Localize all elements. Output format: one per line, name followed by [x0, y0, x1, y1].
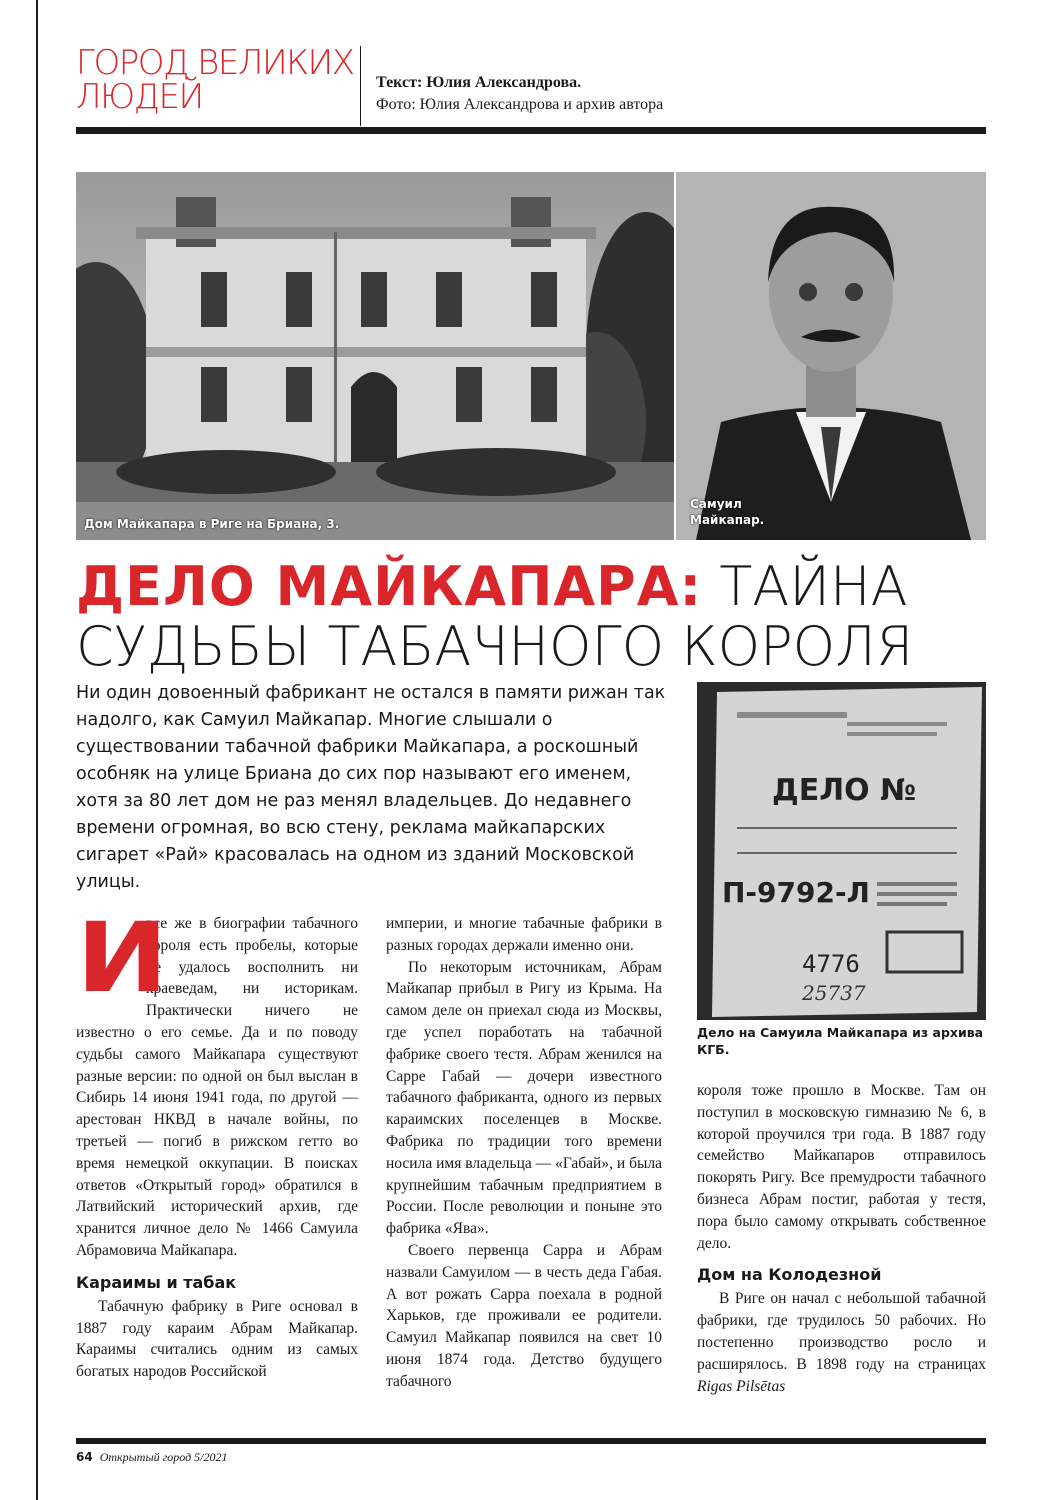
magazine-issue: Открытый город 5/2021 — [99, 1450, 228, 1464]
file-number: П-9792-Л — [722, 876, 870, 909]
article-column-1 — [76, 902, 358, 1383]
page-number: 64 — [76, 1450, 93, 1464]
kgb-file-image — [697, 682, 986, 1020]
portrait-photo — [676, 172, 986, 540]
paragraph-2: Табачную фабрику в Риге основал в 1887 году караим Абрам Майкапар. Караимы считались одним из самых богатых народов Российской — [76, 1297, 358, 1381]
paragraph-1: все же в биографии табачного короля есть пробелы, которые не удалось восполнить ни краеведам, ни историкам. Практически ничего не известно о его семье. Да и по поводу судьбы самого Майкапара существуют разные версии: по одной он был выслан в Сибирь 14 июня 1941 года, по другой — арестован НКВД в начале войны, по третьей — погиб в рижском гетто во время немецкой оккупации. В поисках ответов «Открытый город» обратился в Латвийский исторический архив, где хранится личное дело № 1466 Самуила Абрамовича Майкапара. — [76, 915, 358, 1259]
paragraph-5-italic: Rigas Pilsētas — [697, 1377, 786, 1395]
paragraph-5-text: В Риге он начал с небольшой табачной фабрики, где трудилось 50 рабочих. Но постепенно производство росло и расширялось. В 1898 году на страницах — [697, 1290, 986, 1373]
subheading-kolodeznaya: Дом на Колодезной — [697, 1265, 882, 1285]
file-code: 4776 — [802, 950, 860, 978]
article-paragraph — [76, 902, 358, 1262]
lead-paragraph: Ни один довоенный фабрикант не остался в памяти рижан так надолго, как Самуил Майкапар. Многие слышали о существовании табачной фабрики Майкапара, а роскошный особняк на улице Бриана до сих пор называют его именем, хотя за 80 лет дом не раз менял владельцев. До недавнего времени огромная, во всю стену, реклама майкапарских сигарет «Рай» красовалась на одном из зданий Московской улицы. — [76, 683, 666, 892]
header-divider — [360, 46, 361, 126]
section-title-line2: ЛЮДЕЙ — [76, 77, 203, 117]
paragraph-5 — [697, 1288, 986, 1397]
paragraph-4: Своего первенца Сарра и Абрам назвали Самуилом — в честь деда Габая. А вот рожать Сарра поехала в родной Харьков, где проживали ее родители. Самуил Майкапар появился на свет 10 июня 1874 года. Детство будущего табачного — [386, 1241, 662, 1390]
headline-black: ТАЙНА — [719, 555, 908, 618]
section-title — [76, 43, 366, 117]
section-title-line1: ГОРОД ВЕЛИКИХ — [76, 43, 354, 83]
headline — [76, 555, 996, 678]
file-title: ДЕЛО № — [772, 773, 917, 808]
article-column-3 — [697, 1080, 986, 1397]
text-credit: Текст: Юлия Александрова. — [376, 74, 582, 91]
credits — [376, 72, 663, 116]
article-column-2 — [386, 913, 662, 1393]
house-photo-image — [76, 172, 674, 540]
kgb-file-caption: Дело на Самуила Майкапара из архива КГБ. — [697, 1025, 984, 1057]
kgb-file-photo — [697, 682, 986, 1020]
paragraph-3: По некоторым источникам, Абрам Майкапар прибыл в Ригу из Крыма. На самом деле он приехал сюда из Москвы, где успел поработать на табачной фабрике своего тестя. Абрам женился на Сарре Габай — дочери известного табачного фабриканта, одного из первых караимских поселенцев в Москве. Фабрика по традиции того времени носила имя владельца — «Габай», и была крупнейшим табачным предприятием в России. После революции и поныне это фабрика «Ява». — [386, 958, 662, 1238]
photo-credit: Фото: Юлия Александрова и архив автора — [376, 96, 664, 113]
drop-cap: И — [76, 902, 169, 1014]
paragraph-4-continued: короля тоже прошло в Москве. Там он поступил в московскую гимназию № 6, в которой проучился три года. В 1887 году семейство Майкапаров отправилось покорять Ригу. Все премудрости табачного бизнеса Абрам постиг, работая у тестя, пора было самому открывать собственное дело. — [697, 1082, 986, 1252]
file-archive-number: 25737 — [802, 981, 866, 1005]
bottom-rule — [76, 1438, 986, 1444]
portrait-photo-image — [676, 172, 986, 540]
headline-line2: СУДЬБЫ ТАБАЧНОГО КОРОЛЯ — [76, 615, 914, 678]
paragraph-2-continued: империи, и многие табачные фабрики в разных городах держали именно они. — [386, 915, 662, 954]
subheading-karaims: Караимы и табак — [76, 1272, 237, 1292]
headline-red: ДЕЛО МАЙКАПАРА: — [76, 555, 703, 618]
top-rule — [76, 127, 986, 134]
footer — [76, 1449, 228, 1465]
portrait-caption: Самуил Майкапар. — [690, 497, 765, 527]
house-caption: Дом Майкапара в Риге на Бриана, 3. — [84, 517, 340, 531]
house-photo — [76, 172, 674, 540]
left-margin-rule — [36, 0, 38, 1500]
